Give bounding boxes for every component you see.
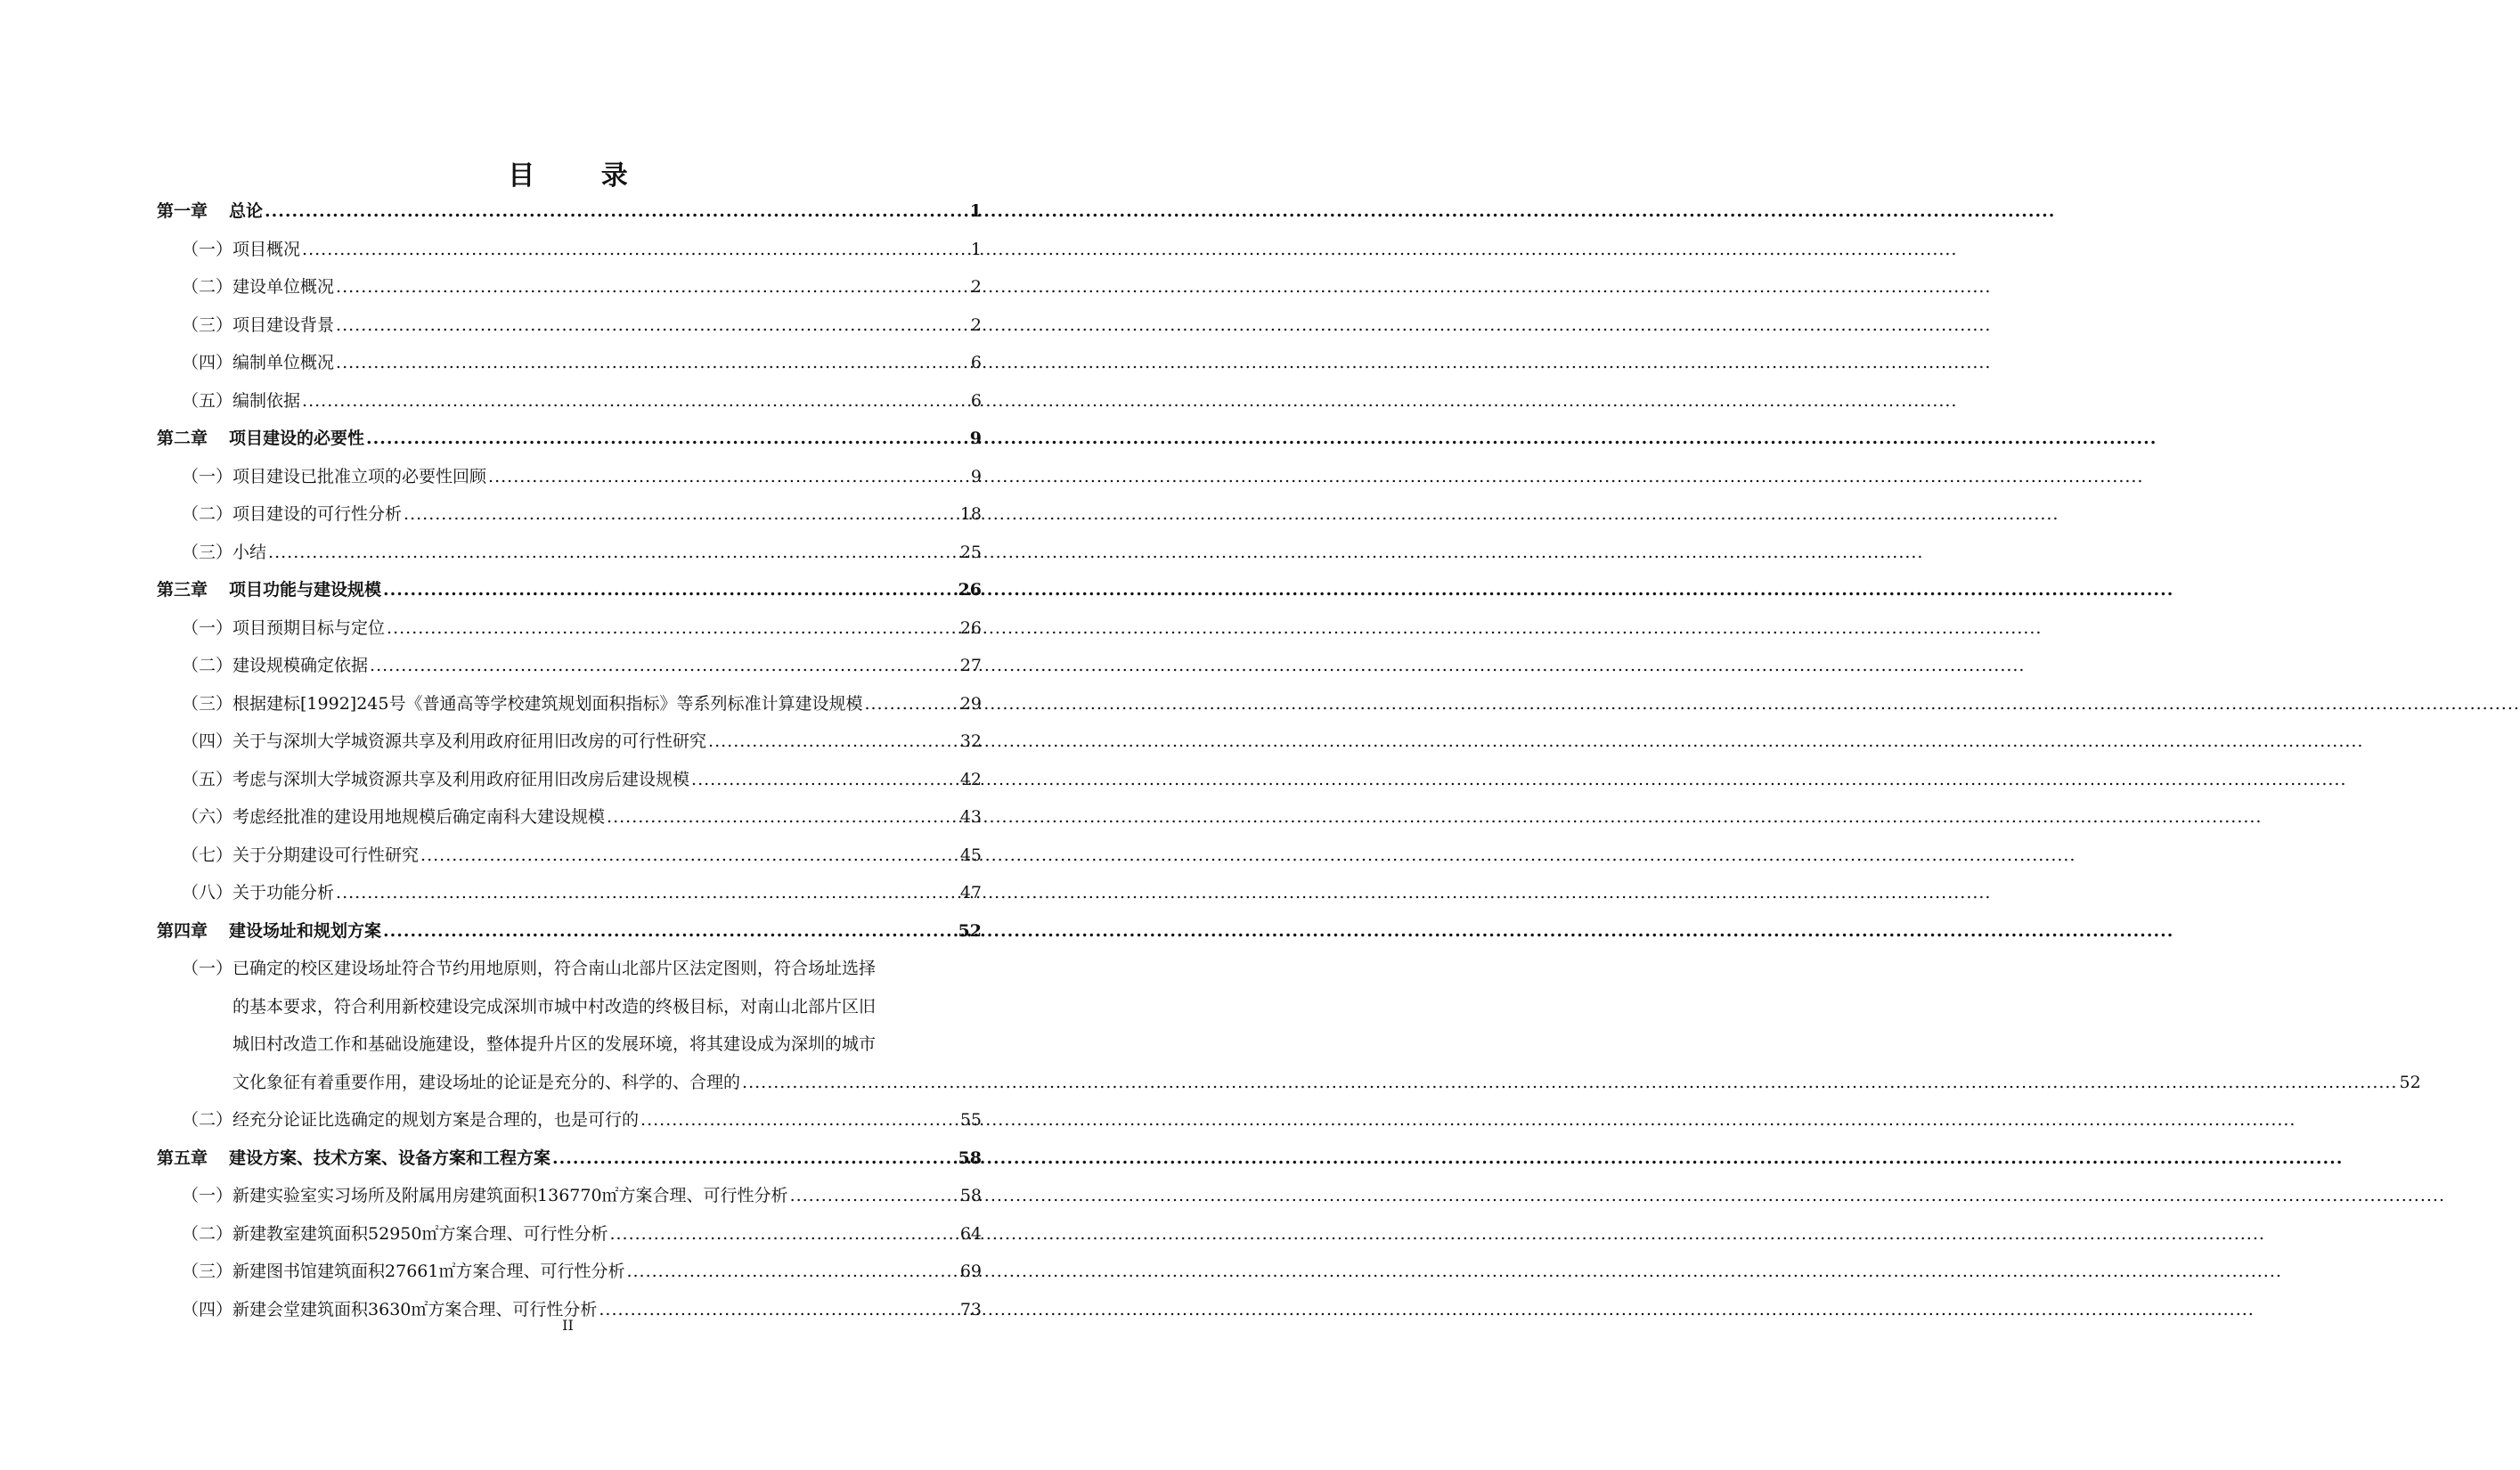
toc-entry[interactable] <box>157 761 982 799</box>
toc-entry[interactable] <box>157 798 982 837</box>
toc-leader-dots <box>742 1064 2397 1102</box>
toc-entry-title: 考虑与深圳大学城资源共享及利用政府征用旧改房后建设规模 <box>232 769 690 789</box>
toc-entry[interactable] <box>157 306 982 345</box>
toc-leader-dots <box>336 306 969 345</box>
toc-entry-multiline[interactable] <box>157 950 2421 1101</box>
toc-page-number: 9 <box>969 429 982 448</box>
toc-page-number: 43 <box>959 807 982 827</box>
toc-entry-title: 建设规模确定依据 <box>232 656 369 675</box>
toc-leader-dots <box>607 798 958 837</box>
toc-entry[interactable] <box>157 647 982 685</box>
toc-entry-number: （二） <box>182 504 233 524</box>
toc-chapter-number: 第三章 <box>157 580 208 600</box>
toc-entry-title: 新建实验室实习场所及附属用房建筑面积136770㎡方案合理、可行性分析 <box>232 1186 788 1205</box>
toc-page-number: 2 <box>970 314 982 335</box>
toc-entry[interactable] <box>157 495 982 534</box>
toc-entry-number: （八） <box>182 883 233 902</box>
toc-entry-number: （一） <box>182 959 233 978</box>
toc-chapter-title: 总论 <box>229 201 264 221</box>
toc-leader-dots <box>383 912 957 951</box>
toc-entry-number: （二） <box>182 277 233 297</box>
toc-chapter-number: 第四章 <box>157 920 208 941</box>
toc-entry-number: （二） <box>182 656 233 675</box>
page-number-footer: II <box>562 1317 574 1334</box>
toc-entry[interactable] <box>157 534 982 572</box>
toc-chapter-1[interactable] <box>157 192 982 231</box>
toc-entry[interactable] <box>157 231 982 269</box>
toc-entry[interactable] <box>157 837 982 875</box>
toc-entry-number: （五） <box>182 769 233 789</box>
toc-chapter-title: 建设场址和规划方案 <box>229 920 382 941</box>
toc-leader-dots <box>302 231 969 269</box>
toc-leader-dots <box>790 1177 958 1215</box>
toc-entry-title: 项目建设背景 <box>232 314 335 335</box>
toc-entry[interactable] <box>157 874 982 912</box>
toc-entry-number: （四） <box>182 731 233 751</box>
toc-entry-title: 编制依据 <box>232 390 301 411</box>
toc-leader-dots <box>370 647 958 685</box>
toc-leader-dots <box>488 458 969 496</box>
toc-entry-title: 关于与深圳大学城资源共享及利用政府征用旧改房的可行性研究 <box>232 731 707 751</box>
toc-entry-number: （一） <box>182 466 233 486</box>
toc-entry[interactable] <box>157 1177 982 1215</box>
toc-entry-number: （六） <box>182 807 233 827</box>
toc-entry-title: 新建教室建筑面积52950㎡方案合理、可行性分析 <box>232 1223 608 1244</box>
toc-page-number: 47 <box>959 883 982 902</box>
toc-leader-dots <box>302 382 969 421</box>
toc-entry-title: 新建会堂建筑面积3630㎡方案合理、可行性分析 <box>232 1299 598 1319</box>
toc-page-number: 45 <box>959 845 982 865</box>
toc-page-number: 29 <box>959 693 982 714</box>
toc-leader-dots <box>708 723 958 761</box>
toc-leader-dots <box>626 1253 958 1291</box>
toc-page-number: 42 <box>959 769 982 789</box>
toc-entry-title: 考虑经批准的建设用地规模后确定南科大建设规模 <box>232 807 606 827</box>
toc-page-number: 27 <box>959 656 982 675</box>
toc-entry-title: 关于功能分析 <box>232 883 335 902</box>
toc-entry-number: （三） <box>182 314 233 335</box>
toc-entry-title: 新建图书馆建筑面积27661㎡方案合理、可行性分析 <box>232 1262 625 1281</box>
toc-entry-title: 项目建设的可行性分析 <box>232 504 403 524</box>
table-of-contents <box>157 192 2421 1328</box>
toc-entry[interactable] <box>157 268 982 306</box>
toc-entry-title: 根据建标[1992]245号《普通高等学校建筑规划面积指标》等系列标准计算建设规模 <box>232 693 863 714</box>
toc-page-number: 58 <box>959 1186 982 1205</box>
toc-entry-title: 编制单位概况 <box>232 353 335 372</box>
toc-leader-dots <box>336 268 969 306</box>
toc-leader-dots <box>864 685 958 723</box>
toc-page-number: 26 <box>959 617 982 638</box>
page-title: 目 录 <box>508 160 657 192</box>
toc-page-number: 69 <box>959 1262 982 1281</box>
toc-entry-line: 文化象征有着重要作用，建设场址的论证是充分的、科学的、合理的 <box>232 1072 741 1092</box>
toc-page-number: 52 <box>958 920 982 941</box>
toc-leader-dots <box>404 495 958 534</box>
toc-chapter-4[interactable] <box>157 912 982 951</box>
toc-entry-line: 的基本要求，符合利用新校建设完成深圳市城中村改造的终极目标，对南山北部片区旧 <box>232 996 877 1017</box>
toc-page-number: 73 <box>959 1299 982 1319</box>
toc-chapter-3[interactable] <box>157 571 982 609</box>
toc-entry-line: 城旧村改造工作和基础设施建设，整体提升片区的发展环境，将其建设成为深圳的城市 <box>232 1034 877 1054</box>
toc-page-number: 6 <box>970 353 982 372</box>
toc-leader-dots <box>383 571 957 609</box>
toc-chapter-number: 第五章 <box>157 1147 208 1168</box>
toc-page-number: 52 <box>2399 1072 2421 1092</box>
toc-page-number: 58 <box>958 1147 982 1168</box>
toc-entry-number: （三） <box>182 1262 233 1281</box>
toc-page-number: 1 <box>969 201 982 221</box>
toc-page-number: 25 <box>959 542 982 562</box>
toc-entry-last-line <box>232 1064 2421 1102</box>
toc-page-number: 9 <box>970 466 982 486</box>
toc-entry[interactable] <box>157 685 982 723</box>
toc-entry[interactable] <box>157 382 982 421</box>
toc-page-number: 55 <box>959 1110 982 1130</box>
toc-entry-number: （七） <box>182 845 233 865</box>
toc-page-number: 6 <box>970 390 982 411</box>
toc-entry-number: （四） <box>182 353 233 372</box>
toc-entry-body <box>232 950 2421 1101</box>
toc-entry[interactable] <box>157 723 982 761</box>
toc-chapter-title: 项目建设的必要性 <box>229 429 365 448</box>
toc-entry[interactable] <box>157 344 982 382</box>
toc-entry-number: （三） <box>182 693 233 714</box>
toc-chapter-5[interactable] <box>157 1139 982 1178</box>
toc-entry-number: （二） <box>182 1223 233 1244</box>
toc-entry-number: （五） <box>182 390 233 411</box>
toc-entry-title: 项目概况 <box>232 239 301 259</box>
toc-entry-title: 建设单位概况 <box>232 277 335 297</box>
toc-page-number: 32 <box>959 731 982 751</box>
toc-entry-title: 项目建设已批准立项的必要性回顾 <box>232 466 487 486</box>
toc-chapter-title: 建设方案、技术方案、设备方案和工程方案 <box>229 1147 551 1168</box>
toc-page-number: 64 <box>959 1223 982 1244</box>
toc-chapter-2[interactable] <box>157 420 982 458</box>
toc-leader-dots <box>609 1215 958 1254</box>
toc-entry[interactable] <box>157 1101 982 1139</box>
toc-chapter-number: 第一章 <box>157 201 208 221</box>
toc-leader-dots <box>552 1139 957 1178</box>
toc-leader-dots <box>265 192 968 231</box>
toc-entry-number: （一） <box>182 239 233 259</box>
toc-entry-line: 已确定的校区建设场址符合节约用地原则，符合南山北部片区法定图则，符合场址选择 <box>232 959 877 978</box>
toc-page-number: 18 <box>959 504 982 524</box>
toc-leader-dots <box>268 534 958 572</box>
toc-entry-number: （一） <box>182 1186 233 1205</box>
toc-leader-dots <box>336 874 958 912</box>
toc-entry-number: （一） <box>182 617 233 638</box>
toc-entry[interactable] <box>157 609 982 648</box>
toc-leader-dots <box>336 344 969 382</box>
toc-leader-dots <box>420 837 958 875</box>
toc-entry-title: 小结 <box>232 542 267 562</box>
toc-entry-title: 项目预期目标与定位 <box>232 617 386 638</box>
toc-page-number: 26 <box>958 580 982 600</box>
toc-entry-title: 经充分论证比选确定的规划方案是合理的，也是可行的 <box>232 1110 640 1130</box>
toc-leader-dots <box>366 420 968 458</box>
toc-leader-dots <box>387 609 958 648</box>
toc-entry-number: （二） <box>182 1110 233 1130</box>
toc-chapter-title: 项目功能与建设规模 <box>229 580 382 600</box>
toc-entry[interactable] <box>157 458 982 496</box>
toc-entry[interactable] <box>157 1253 982 1291</box>
toc-entry-number: （四） <box>182 1299 233 1319</box>
toc-entry[interactable] <box>157 1215 982 1254</box>
toc-entry-number: （三） <box>182 542 233 562</box>
toc-page-number: 1 <box>970 239 982 259</box>
toc-page-number: 2 <box>970 277 982 297</box>
toc-chapter-number: 第二章 <box>157 429 208 448</box>
toc-leader-dots <box>691 761 958 799</box>
toc-entry-title: 关于分期建设可行性研究 <box>232 845 420 865</box>
toc-leader-dots <box>640 1101 958 1139</box>
